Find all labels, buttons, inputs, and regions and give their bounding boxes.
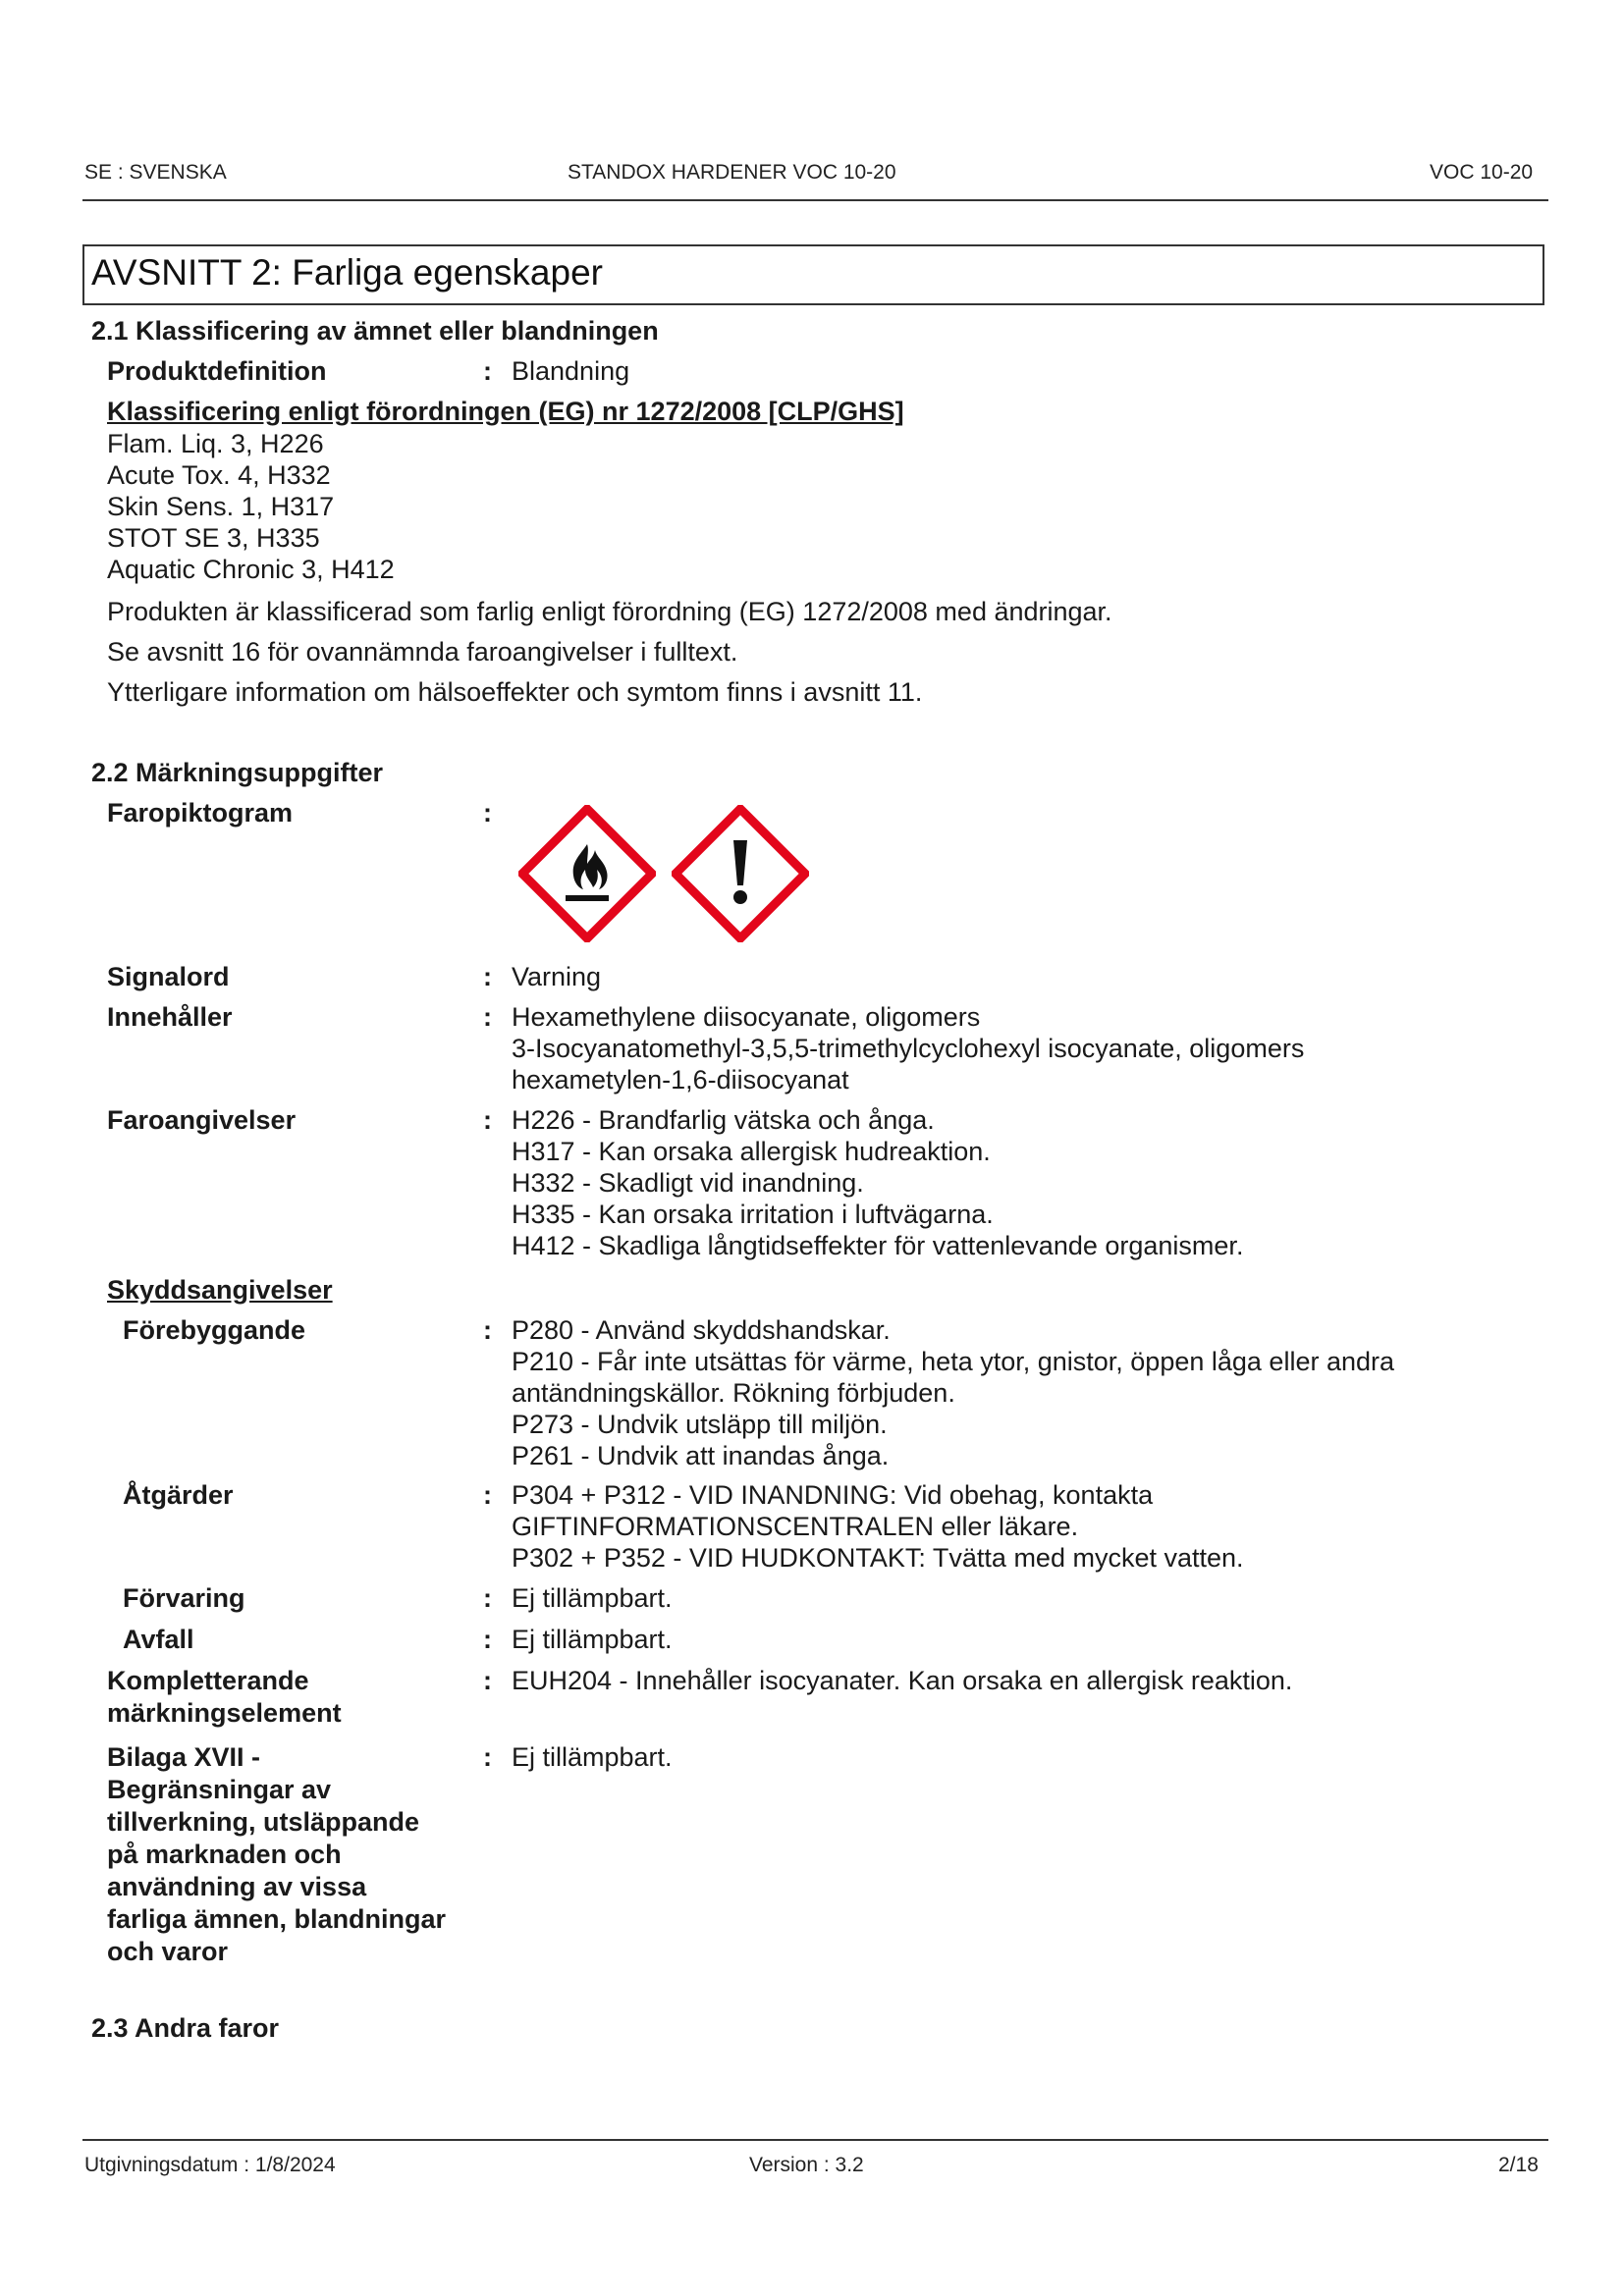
annex-label-line: användning av vissa: [107, 1872, 367, 1901]
signal-word-value: Varning: [512, 962, 602, 991]
colon: :: [483, 1625, 492, 1654]
signal-word-label: Signalord: [107, 962, 230, 991]
annex-label-line: farliga ämnen, blandningar: [107, 1904, 447, 1934]
response-statement: P304 + P312 - VID INANDNING: Vid obehag, kontakta: [512, 1480, 1154, 1510]
colon: :: [483, 1666, 492, 1695]
prevention-statement: antändningskällor. Rökning förbjuden.: [512, 1378, 955, 1408]
classification-item: Skin Sens. 1, H317: [107, 492, 335, 521]
subsection-2-2-heading: 2.2 Märkningsuppgifter: [91, 758, 384, 787]
colon: :: [483, 356, 492, 386]
response-statement: GIFTINFORMATIONSCENTRALEN eller läkare.: [512, 1512, 1079, 1541]
classification-item: Aquatic Chronic 3, H412: [107, 555, 395, 584]
response-list: [512, 1479, 1244, 1574]
colon: :: [483, 1315, 492, 1345]
clp-classification-heading: Klassificering enligt förordningen (EG) nr 1272/2008 [CLP/GHS]: [107, 397, 904, 426]
hazard-statement: H226 - Brandfarlig vätska och ånga.: [512, 1105, 935, 1135]
colon: :: [483, 1002, 492, 1032]
response-label: Åtgärder: [123, 1480, 234, 1510]
section-title: AVSNITT 2: Farliga egenskaper: [91, 252, 603, 293]
header-language: SE : SVENSKA: [84, 161, 227, 184]
supplemental-label-line: Kompletterande: [107, 1666, 309, 1695]
header-product: STANDOX HARDENER VOC 10-20: [568, 161, 896, 184]
colon: :: [483, 1583, 492, 1613]
hazard-statements-list: [512, 1104, 1243, 1261]
prevention-statement: P273 - Undvik utsläpp till miljön.: [512, 1410, 888, 1439]
disposal-label: Avfall: [123, 1625, 194, 1654]
classification-item: Acute Tox. 4, H332: [107, 460, 331, 490]
footer-page-number: 2/18: [1498, 2154, 1539, 2176]
hazard-statement: H412 - Skadliga långtidseffekter för vattenlevande organismer.: [512, 1231, 1244, 1260]
flame-pictogram-icon: [518, 805, 656, 942]
colon: :: [483, 962, 492, 991]
classification-note-2: Se avsnitt 16 för ovannämnda faroangivelser i fulltext.: [107, 637, 738, 667]
colon: :: [483, 798, 492, 828]
prevention-list: [512, 1314, 1394, 1471]
product-definition-value: Blandning: [512, 356, 630, 386]
product-definition-label: Produktdefinition: [107, 356, 327, 386]
classification-note-3: Ytterligare information om hälsoeffekter och symtom finns i avsnitt 11.: [107, 677, 923, 707]
annex-xvii-value: Ej tillämpbart.: [512, 1742, 673, 1772]
contains-list: [512, 1001, 1304, 1095]
storage-value: Ej tillämpbart.: [512, 1583, 673, 1613]
subsection-2-1-heading: 2.1 Klassificering av ämnet eller blandningen: [91, 316, 659, 346]
contains-item: 3-Isocyanatomethyl-3,5,5-trimethylcyclohexyl isocyanate, oligomers: [512, 1034, 1305, 1063]
response-statement: P302 + P352 - VID HUDKONTAKT: Tvätta med mycket vatten.: [512, 1543, 1244, 1573]
contains-item: Hexamethylene diisocyanate, oligomers: [512, 1002, 981, 1032]
prevention-statement: P210 - Får inte utsättas för värme, heta ytor, gnistor, öppen låga eller andra: [512, 1347, 1395, 1376]
hazard-statement: H335 - Kan orsaka irritation i luftvägarna.: [512, 1200, 994, 1229]
annex-label-line: Begränsningar av: [107, 1775, 332, 1804]
colon: :: [483, 1742, 492, 1772]
contains-label: Innehåller: [107, 1002, 233, 1032]
subsection-2-3-heading: 2.3 Andra faror: [91, 2013, 280, 2043]
classification-item: STOT SE 3, H335: [107, 523, 320, 553]
storage-label: Förvaring: [123, 1583, 245, 1613]
colon: :: [483, 1105, 492, 1135]
footer-issue-date: Utgivningsdatum : 1/8/2024: [84, 2154, 336, 2176]
prevention-label: Förebyggande: [123, 1315, 306, 1345]
supplemental-label-line: märkningselement: [107, 1698, 342, 1728]
colon: :: [483, 1480, 492, 1510]
hazard-statement: H332 - Skadligt vid inandning.: [512, 1168, 864, 1198]
classification-item: Flam. Liq. 3, H226: [107, 429, 324, 458]
exclamation-pictogram-icon: [672, 805, 809, 942]
annex-label-line: tillverkning, utsläppande: [107, 1807, 420, 1837]
precaution-heading: Skyddsangivelser: [107, 1275, 333, 1305]
footer-version: Version : 3.2: [749, 2154, 864, 2176]
contains-item: hexametylen-1,6-diisocyanat: [512, 1065, 849, 1095]
classification-note-1: Produkten är klassificerad som farlig enligt förordning (EG) 1272/2008 med ändringar.: [107, 597, 1112, 626]
header-code: VOC 10-20: [1430, 161, 1534, 184]
supplemental-value: EUH204 - Innehåller isocyanater. Kan orsaka en allergisk reaktion.: [512, 1666, 1293, 1695]
prevention-statement: P280 - Använd skyddshandskar.: [512, 1315, 891, 1345]
annex-xvii-label: [107, 1741, 446, 1968]
supplemental-label: [107, 1665, 342, 1730]
hazard-statements-label: Faroangivelser: [107, 1105, 297, 1135]
disposal-value: Ej tillämpbart.: [512, 1625, 673, 1654]
hazard-statement: H317 - Kan orsaka allergisk hudreaktion.: [512, 1137, 991, 1166]
classification-list: [107, 428, 395, 585]
annex-label-line: och varor: [107, 1937, 229, 1966]
footer-rule: [82, 2139, 1548, 2141]
pictogram-label: Faropiktogram: [107, 798, 294, 828]
prevention-statement: P261 - Undvik att inandas ånga.: [512, 1441, 890, 1470]
header-rule: [82, 199, 1548, 201]
annex-label-line: på marknaden och: [107, 1840, 342, 1869]
annex-label-line: Bilaga XVII -: [107, 1742, 261, 1772]
